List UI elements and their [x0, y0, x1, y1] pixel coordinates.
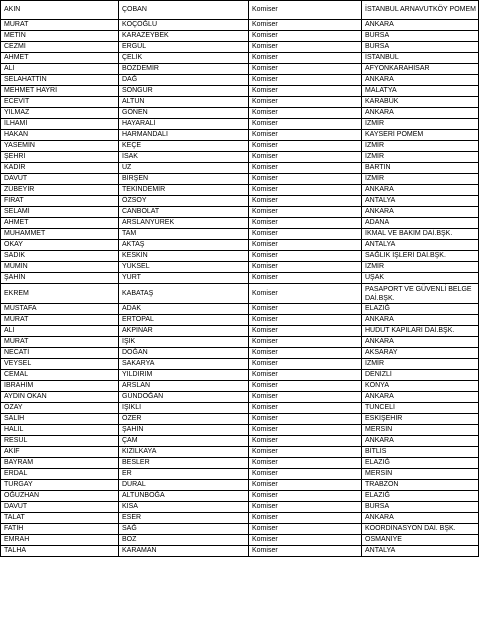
cell-assignment: ANKARA: [362, 315, 479, 326]
table-row: [1, 524, 479, 535]
cell-last-name: IŞIKLI: [119, 403, 249, 414]
table-row: [1, 480, 479, 491]
table-row: [1, 31, 479, 42]
cell-first-name: MUHAMMET: [1, 229, 119, 240]
cell-assignment: ANKARA: [362, 392, 479, 403]
cell-first-name: MÜMİN: [1, 262, 119, 273]
cell-last-name: KOÇOĞLU: [119, 20, 249, 31]
cell-first-name: FATİH: [1, 524, 119, 535]
cell-rank: Komiser: [249, 240, 362, 251]
cell-assignment: TUNCELİ: [362, 403, 479, 414]
cell-rank: Komiser: [249, 196, 362, 207]
cell-assignment: ANTALYA: [362, 546, 479, 557]
header-rank: Komiser: [249, 1, 362, 20]
cell-last-name: KARAMAN: [119, 546, 249, 557]
cell-rank: Komiser: [249, 425, 362, 436]
cell-first-name: HAKAN: [1, 130, 119, 141]
cell-last-name: DAĞ: [119, 75, 249, 86]
cell-first-name: ECEVİT: [1, 97, 119, 108]
cell-first-name: ALİ: [1, 64, 119, 75]
cell-first-name: OKAY: [1, 240, 119, 251]
cell-rank: Komiser: [249, 229, 362, 240]
cell-rank: Komiser: [249, 284, 362, 304]
cell-assignment: BURSA: [362, 31, 479, 42]
table-row: [1, 262, 479, 273]
cell-assignment: ESKİŞEHİR: [362, 414, 479, 425]
cell-assignment: BİTLİS: [362, 447, 479, 458]
cell-first-name: MUSTAFA: [1, 304, 119, 315]
cell-first-name: RESUL: [1, 436, 119, 447]
cell-last-name: SONGUR: [119, 86, 249, 97]
cell-rank: Komiser: [249, 447, 362, 458]
cell-first-name: BAYRAM: [1, 458, 119, 469]
cell-last-name: KEÇE: [119, 141, 249, 152]
cell-last-name: ARSLAN: [119, 381, 249, 392]
table-row: [1, 414, 479, 425]
cell-first-name: VEYSEL: [1, 359, 119, 370]
cell-last-name: BOZ: [119, 535, 249, 546]
cell-rank: Komiser: [249, 174, 362, 185]
cell-assignment: TRABZON: [362, 480, 479, 491]
cell-last-name: ÖZER: [119, 414, 249, 425]
cell-rank: Komiser: [249, 152, 362, 163]
cell-first-name: AYDIN OKAN: [1, 392, 119, 403]
cell-assignment: ANKARA: [362, 108, 479, 119]
cell-assignment: ANKARA: [362, 513, 479, 524]
cell-last-name: IŞIK: [119, 337, 249, 348]
cell-rank: Komiser: [249, 185, 362, 196]
cell-assignment: KONYA: [362, 381, 479, 392]
cell-last-name: ALTUN: [119, 97, 249, 108]
table-row: [1, 469, 479, 480]
cell-rank: Komiser: [249, 381, 362, 392]
cell-first-name: MURAT: [1, 315, 119, 326]
cell-assignment: UŞAK: [362, 273, 479, 284]
cell-rank: Komiser: [249, 469, 362, 480]
table-row: [1, 284, 479, 304]
cell-assignment: ANTALYA: [362, 196, 479, 207]
header-assignment: İSTANBUL ARNAVUTKÖY POMEM: [362, 1, 479, 20]
table-row: [1, 108, 479, 119]
cell-rank: Komiser: [249, 20, 362, 31]
cell-last-name: DURAL: [119, 480, 249, 491]
cell-first-name: SELAHATTİN: [1, 75, 119, 86]
cell-rank: Komiser: [249, 348, 362, 359]
cell-first-name: YILMAZ: [1, 108, 119, 119]
cell-first-name: DAVUT: [1, 174, 119, 185]
table-row: [1, 436, 479, 447]
cell-last-name: KARAZEYBEK: [119, 31, 249, 42]
cell-assignment: DENİZLİ: [362, 370, 479, 381]
cell-first-name: ERDAL: [1, 469, 119, 480]
cell-rank: Komiser: [249, 436, 362, 447]
cell-assignment: OSMANİYE: [362, 535, 479, 546]
cell-last-name: ÇELİK: [119, 53, 249, 64]
cell-assignment: ANKARA: [362, 436, 479, 447]
cell-last-name: GÖNEN: [119, 108, 249, 119]
cell-assignment: AKSARAY: [362, 348, 479, 359]
cell-first-name: İLHAMİ: [1, 119, 119, 130]
cell-rank: Komiser: [249, 86, 362, 97]
table-row: [1, 240, 479, 251]
cell-assignment: İZMİR: [362, 262, 479, 273]
cell-assignment: KAYSERİ POMEM: [362, 130, 479, 141]
cell-assignment: İZMİR: [362, 152, 479, 163]
cell-last-name: KISA: [119, 502, 249, 513]
cell-last-name: ER: [119, 469, 249, 480]
cell-first-name: ZÜBEYİR: [1, 185, 119, 196]
cell-first-name: CEZMİ: [1, 42, 119, 53]
cell-first-name: METİN: [1, 31, 119, 42]
cell-last-name: ÇAM: [119, 436, 249, 447]
cell-first-name: EKREM: [1, 284, 119, 304]
cell-first-name: TURGAY: [1, 480, 119, 491]
table-row: [1, 425, 479, 436]
cell-assignment: BURSA: [362, 502, 479, 513]
cell-rank: Komiser: [249, 97, 362, 108]
cell-first-name: MURAT: [1, 337, 119, 348]
table-row: [1, 119, 479, 130]
cell-assignment: ANKARA: [362, 185, 479, 196]
cell-last-name: ESER: [119, 513, 249, 524]
cell-rank: Komiser: [249, 75, 362, 86]
cell-last-name: ERGÜL: [119, 42, 249, 53]
cell-rank: Komiser: [249, 218, 362, 229]
cell-assignment: ADANA: [362, 218, 479, 229]
cell-rank: Komiser: [249, 262, 362, 273]
cell-assignment: ANTALYA: [362, 240, 479, 251]
cell-assignment: İZMİR: [362, 119, 479, 130]
cell-assignment: ELAZIĞ: [362, 304, 479, 315]
cell-last-name: KIZILKAYA: [119, 447, 249, 458]
cell-last-name: BESLER: [119, 458, 249, 469]
table-row: [1, 97, 479, 108]
table-row: [1, 326, 479, 337]
cell-rank: Komiser: [249, 546, 362, 557]
table-row: [1, 229, 479, 240]
cell-first-name: YASEMİN: [1, 141, 119, 152]
table-row: [1, 403, 479, 414]
table-row: [1, 348, 479, 359]
cell-last-name: DOĞAN: [119, 348, 249, 359]
cell-assignment: İKMAL VE BAKIM DAİ.BŞK.: [362, 229, 479, 240]
table-row: [1, 20, 479, 31]
cell-rank: Komiser: [249, 392, 362, 403]
table-row: [1, 458, 479, 469]
table-row: [1, 447, 479, 458]
cell-rank: Komiser: [249, 337, 362, 348]
cell-assignment: BURSA: [362, 42, 479, 53]
cell-rank: Komiser: [249, 119, 362, 130]
header-last-name: ÇOBAN: [119, 1, 249, 20]
cell-first-name: ALİ: [1, 326, 119, 337]
cell-first-name: AKİF: [1, 447, 119, 458]
table-row: [1, 513, 479, 524]
cell-first-name: DAVUT: [1, 502, 119, 513]
cell-rank: Komiser: [249, 251, 362, 262]
cell-rank: Komiser: [249, 491, 362, 502]
cell-rank: Komiser: [249, 130, 362, 141]
cell-rank: Komiser: [249, 535, 362, 546]
cell-rank: Komiser: [249, 359, 362, 370]
table-row: [1, 392, 479, 403]
table-row: [1, 53, 479, 64]
table-row: [1, 251, 479, 262]
table-row: [1, 337, 479, 348]
table-row: [1, 64, 479, 75]
cell-assignment: KARABÜK: [362, 97, 479, 108]
table-row: [1, 152, 479, 163]
cell-assignment: İZMİR: [362, 359, 479, 370]
cell-rank: Komiser: [249, 458, 362, 469]
cell-last-name: ERTOPAL: [119, 315, 249, 326]
cell-last-name: TAM: [119, 229, 249, 240]
cell-rank: Komiser: [249, 163, 362, 174]
table-row: [1, 359, 479, 370]
cell-first-name: AHMET: [1, 218, 119, 229]
cell-assignment: MERSİN: [362, 469, 479, 480]
cell-last-name: CANBOLAT: [119, 207, 249, 218]
table-row: [1, 141, 479, 152]
cell-assignment: ANKARA: [362, 337, 479, 348]
cell-rank: Komiser: [249, 207, 362, 218]
cell-assignment: İZMİR: [362, 141, 479, 152]
cell-assignment: ELAZIĞ: [362, 491, 479, 502]
cell-assignment: ANKARA: [362, 75, 479, 86]
cell-first-name: ÖZAY: [1, 403, 119, 414]
cell-last-name: ALTUNBOĞA: [119, 491, 249, 502]
cell-last-name: YÜKSEL: [119, 262, 249, 273]
cell-rank: Komiser: [249, 370, 362, 381]
cell-rank: Komiser: [249, 108, 362, 119]
cell-assignment: İZMİR: [362, 174, 479, 185]
table-row: [1, 315, 479, 326]
cell-first-name: SELAMİ: [1, 207, 119, 218]
table-row: [1, 86, 479, 97]
cell-first-name: CEMAL: [1, 370, 119, 381]
cell-first-name: ŞAHİN: [1, 273, 119, 284]
cell-assignment: KOORDİNASYON DAİ. BŞK.: [362, 524, 479, 535]
cell-rank: Komiser: [249, 315, 362, 326]
table-row: [1, 491, 479, 502]
cell-assignment: MALATYA: [362, 86, 479, 97]
cell-assignment: İSTANBUL: [362, 53, 479, 64]
cell-rank: Komiser: [249, 42, 362, 53]
table-row: [1, 370, 479, 381]
cell-rank: Komiser: [249, 53, 362, 64]
cell-last-name: UZ: [119, 163, 249, 174]
cell-last-name: HAYARALİ: [119, 119, 249, 130]
cell-first-name: OĞUZHAN: [1, 491, 119, 502]
cell-first-name: EMRAH: [1, 535, 119, 546]
cell-first-name: SADIK: [1, 251, 119, 262]
cell-rank: Komiser: [249, 480, 362, 491]
cell-first-name: ŞEHRİ: [1, 152, 119, 163]
table-row: [1, 535, 479, 546]
table-row: [1, 174, 479, 185]
cell-first-name: HALİL: [1, 425, 119, 436]
cell-last-name: GÜNDOĞAN: [119, 392, 249, 403]
cell-last-name: YURT: [119, 273, 249, 284]
cell-last-name: YILDIRIM: [119, 370, 249, 381]
cell-rank: Komiser: [249, 326, 362, 337]
cell-assignment: MERSİN: [362, 425, 479, 436]
table-header-row: [1, 1, 479, 20]
table-row: [1, 218, 479, 229]
cell-assignment: SAĞLIK İŞLERİ DAİ.BŞK.: [362, 251, 479, 262]
cell-rank: Komiser: [249, 513, 362, 524]
cell-assignment: ELAZIĞ: [362, 458, 479, 469]
cell-last-name: ÖZSOY: [119, 196, 249, 207]
table-row: [1, 75, 479, 86]
cell-last-name: BİRŞEN: [119, 174, 249, 185]
cell-first-name: TALAT: [1, 513, 119, 524]
cell-first-name: KADİR: [1, 163, 119, 174]
cell-first-name: FIRAT: [1, 196, 119, 207]
table-row: [1, 196, 479, 207]
cell-first-name: SALİH: [1, 414, 119, 425]
table-row: [1, 381, 479, 392]
cell-last-name: BOZDEMİR: [119, 64, 249, 75]
cell-assignment: ANKARA: [362, 207, 479, 218]
table-row: [1, 207, 479, 218]
cell-rank: Komiser: [249, 64, 362, 75]
cell-rank: Komiser: [249, 502, 362, 513]
table-row: [1, 273, 479, 284]
table-row: [1, 304, 479, 315]
table-row: [1, 42, 479, 53]
cell-first-name: TALHA: [1, 546, 119, 557]
cell-last-name: ŞAHİN: [119, 425, 249, 436]
cell-last-name: SAKARYA: [119, 359, 249, 370]
cell-rank: Komiser: [249, 403, 362, 414]
cell-last-name: HARMANDALI: [119, 130, 249, 141]
cell-assignment: ANKARA: [362, 20, 479, 31]
cell-assignment: BARTIN: [362, 163, 479, 174]
cell-last-name: ARSLANYÜREK: [119, 218, 249, 229]
table-row: [1, 546, 479, 557]
cell-last-name: AKPINAR: [119, 326, 249, 337]
cell-assignment: AFYONKARAHİSAR: [362, 64, 479, 75]
table-row: [1, 130, 479, 141]
cell-rank: Komiser: [249, 273, 362, 284]
cell-last-name: KESKİN: [119, 251, 249, 262]
table-row: [1, 163, 479, 174]
cell-rank: Komiser: [249, 304, 362, 315]
cell-last-name: KABATAŞ: [119, 284, 249, 304]
cell-first-name: İBRAHİM: [1, 381, 119, 392]
cell-rank: Komiser: [249, 524, 362, 535]
cell-last-name: ADAK: [119, 304, 249, 315]
cell-last-name: AKTAŞ: [119, 240, 249, 251]
cell-first-name: NECATİ: [1, 348, 119, 359]
cell-rank: Komiser: [249, 414, 362, 425]
header-first-name: AKIN: [1, 1, 119, 20]
cell-last-name: İSAK: [119, 152, 249, 163]
table-row: [1, 185, 479, 196]
cell-first-name: MEHMET HAYRİ: [1, 86, 119, 97]
cell-assignment: PASAPORT VE GÜVENLİ BELGE DAİ.BŞK.: [362, 284, 479, 304]
cell-first-name: AHMET: [1, 53, 119, 64]
cell-first-name: MURAT: [1, 20, 119, 31]
cell-rank: Komiser: [249, 141, 362, 152]
cell-rank: Komiser: [249, 31, 362, 42]
table-row: [1, 502, 479, 513]
cell-assignment: HUDUT KAPILARI DAİ.BŞK.: [362, 326, 479, 337]
cell-last-name: SAĞ: [119, 524, 249, 535]
cell-last-name: TEKİNDEMİR: [119, 185, 249, 196]
